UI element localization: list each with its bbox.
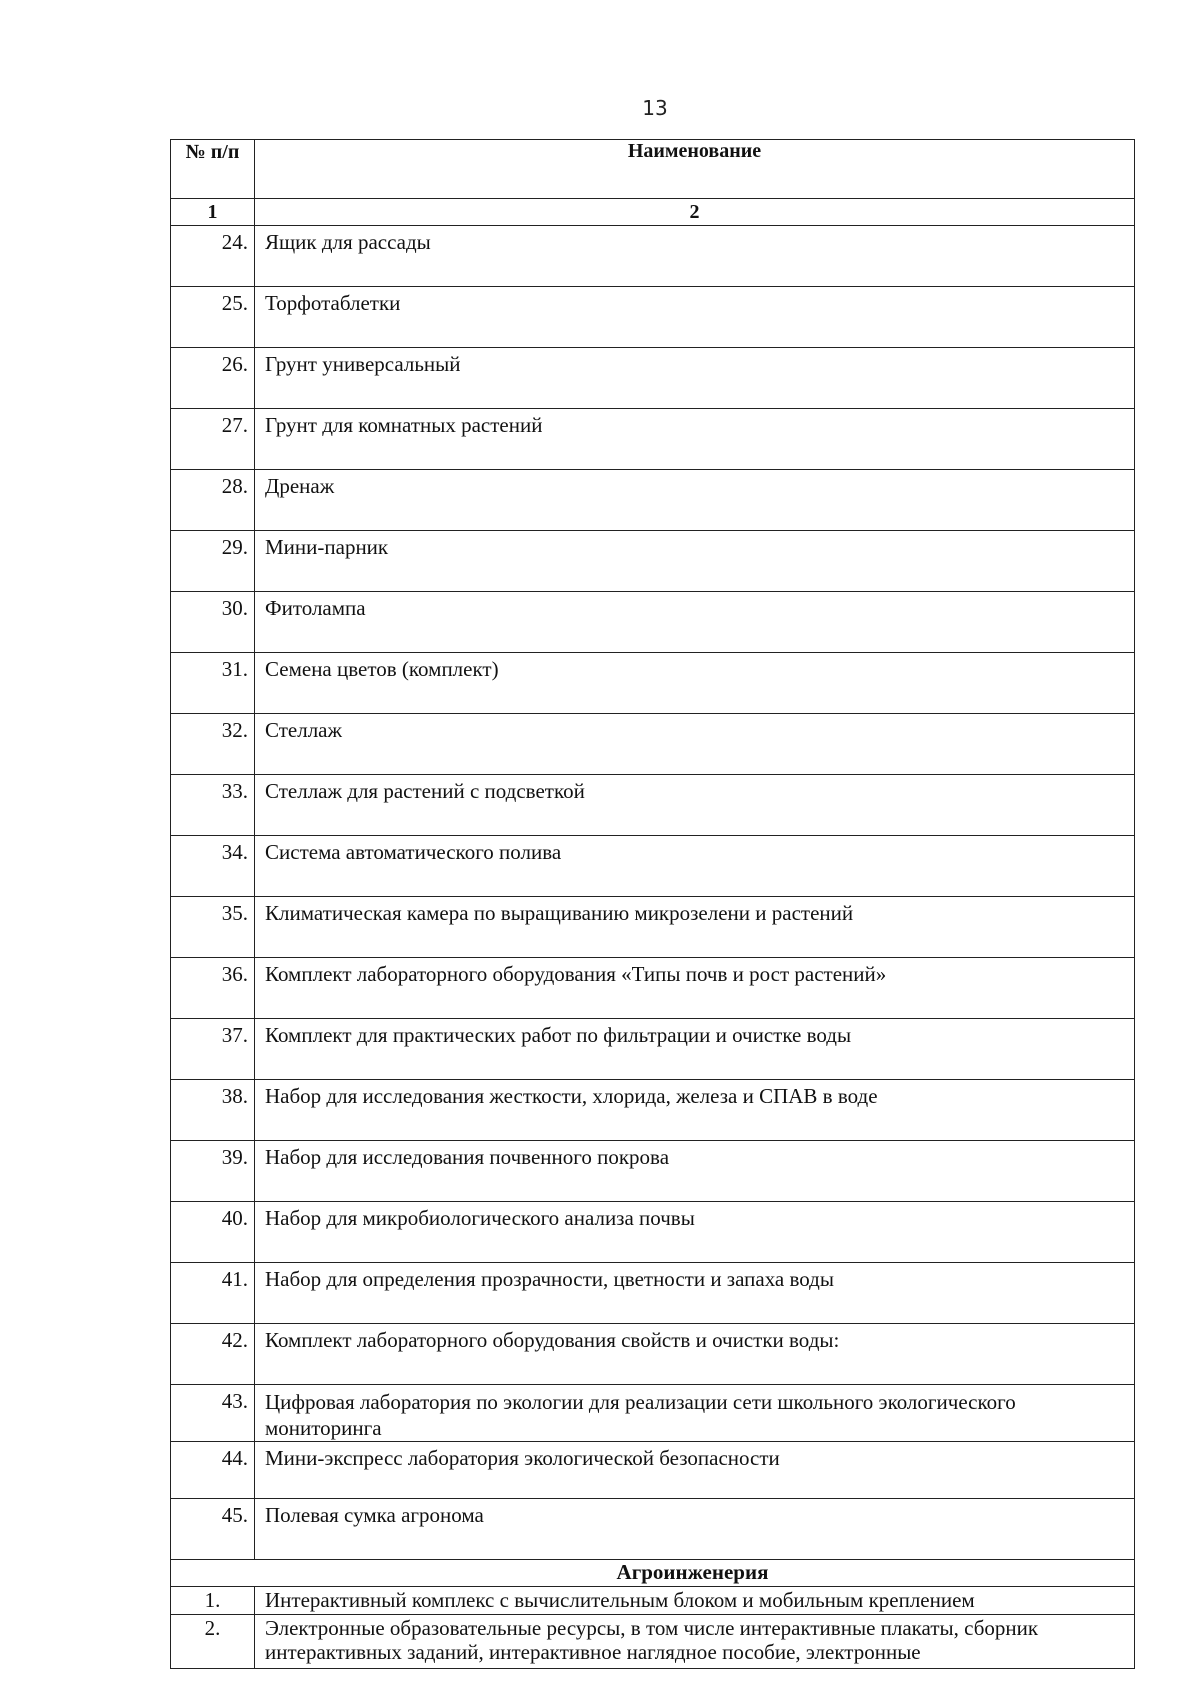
- row-name: Грунт универсальный: [255, 348, 1135, 409]
- row-number: 24.: [171, 226, 255, 287]
- row-number: 34.: [171, 836, 255, 897]
- section-table-row: [171, 1615, 1135, 1669]
- row-number: 40.: [171, 1202, 255, 1263]
- table-row: [171, 836, 1135, 897]
- table-row: [171, 1202, 1135, 1263]
- table-row: [171, 1324, 1135, 1385]
- section-row: [171, 1560, 1135, 1587]
- row-name: Ящик для рассады: [255, 226, 1135, 287]
- row-name: Дренаж: [255, 470, 1135, 531]
- row-number: 45.: [171, 1499, 255, 1560]
- table-row: [171, 1141, 1135, 1202]
- row-name: Торфотаблетки: [255, 287, 1135, 348]
- column-number-2: 2: [255, 199, 1135, 226]
- table-row: [171, 592, 1135, 653]
- row-name: Фитолампа: [255, 592, 1135, 653]
- row-name: Мини-парник: [255, 531, 1135, 592]
- items-body: [171, 226, 1135, 1560]
- row-name: Мини-экспресс лаборатория экологической безопасности: [255, 1442, 1135, 1499]
- table-row: [171, 1019, 1135, 1080]
- table-row: [171, 226, 1135, 287]
- row-name: Набор для исследования почвенного покрова: [255, 1141, 1135, 1202]
- row-number: 44.: [171, 1442, 255, 1499]
- row-number: 30.: [171, 592, 255, 653]
- row-name: Цифровая лаборатория по экологии для реализации сети школьного экологического мониторинга: [255, 1385, 1135, 1442]
- row-number: 41.: [171, 1263, 255, 1324]
- section-row-number: 2.: [171, 1615, 255, 1669]
- table-row: [171, 409, 1135, 470]
- section-body: [171, 1587, 1135, 1669]
- table-row: [171, 531, 1135, 592]
- row-name: Система автоматического полива: [255, 836, 1135, 897]
- row-number: 42.: [171, 1324, 255, 1385]
- row-name: Полевая сумка агронома: [255, 1499, 1135, 1560]
- table-row: [171, 714, 1135, 775]
- row-name: Стеллаж: [255, 714, 1135, 775]
- header-name-column: Наименование: [255, 140, 1135, 199]
- table-row: [171, 1385, 1135, 1442]
- row-name: Комплект лабораторного оборудования свойств и очистки воды:: [255, 1324, 1135, 1385]
- page-number: 13: [642, 96, 668, 120]
- row-name: Набор для микробиологического анализа почвы: [255, 1202, 1135, 1263]
- row-name: Семена цветов (комплект): [255, 653, 1135, 714]
- row-number: 31.: [171, 653, 255, 714]
- section-title: Агроинженерия: [171, 1560, 1135, 1587]
- section-row-number: 1.: [171, 1587, 255, 1615]
- column-number-row: [171, 199, 1135, 226]
- row-name: Комплект для практических работ по фильтрации и очистке воды: [255, 1019, 1135, 1080]
- section-row-name: Интерактивный комплекс с вычислительным блоком и мобильным креплением: [255, 1587, 1135, 1615]
- row-number: 26.: [171, 348, 255, 409]
- table-row: [171, 897, 1135, 958]
- row-name: Набор для исследования жесткости, хлорида, железа и СПАВ в воде: [255, 1080, 1135, 1141]
- row-number: 36.: [171, 958, 255, 1019]
- table-row: [171, 1080, 1135, 1141]
- section-row-name: Электронные образовательные ресурсы, в том числе интерактивные плакаты, сборник интерактивных заданий, интерактивное наглядное пособие, электронные: [255, 1615, 1135, 1669]
- table-row: [171, 1263, 1135, 1324]
- row-number: 38.: [171, 1080, 255, 1141]
- row-number: 33.: [171, 775, 255, 836]
- table-row: [171, 775, 1135, 836]
- table-row: [171, 1499, 1135, 1560]
- row-name: Грунт для комнатных растений: [255, 409, 1135, 470]
- header-number-column: № п/п: [171, 140, 255, 199]
- row-name: Стеллаж для растений с подсветкой: [255, 775, 1135, 836]
- row-name: Комплект лабораторного оборудования «Типы почв и рост растений»: [255, 958, 1135, 1019]
- section-table-row: [171, 1587, 1135, 1615]
- table-row: [171, 653, 1135, 714]
- row-number: 29.: [171, 531, 255, 592]
- column-number-1: 1: [171, 199, 255, 226]
- row-number: 37.: [171, 1019, 255, 1080]
- table-row: [171, 348, 1135, 409]
- row-number: 28.: [171, 470, 255, 531]
- row-number: 32.: [171, 714, 255, 775]
- row-name: Набор для определения прозрачности, цветности и запаха воды: [255, 1263, 1135, 1324]
- row-number: 35.: [171, 897, 255, 958]
- row-number: 39.: [171, 1141, 255, 1202]
- row-name: Климатическая камера по выращиванию микрозелени и растений: [255, 897, 1135, 958]
- table-row: [171, 958, 1135, 1019]
- row-number: 25.: [171, 287, 255, 348]
- table-row: [171, 470, 1135, 531]
- row-number: 27.: [171, 409, 255, 470]
- row-number: 43.: [171, 1385, 255, 1442]
- table-row: [171, 287, 1135, 348]
- equipment-table: [170, 139, 1135, 1669]
- table-row: [171, 1442, 1135, 1499]
- table-header-row: [171, 140, 1135, 199]
